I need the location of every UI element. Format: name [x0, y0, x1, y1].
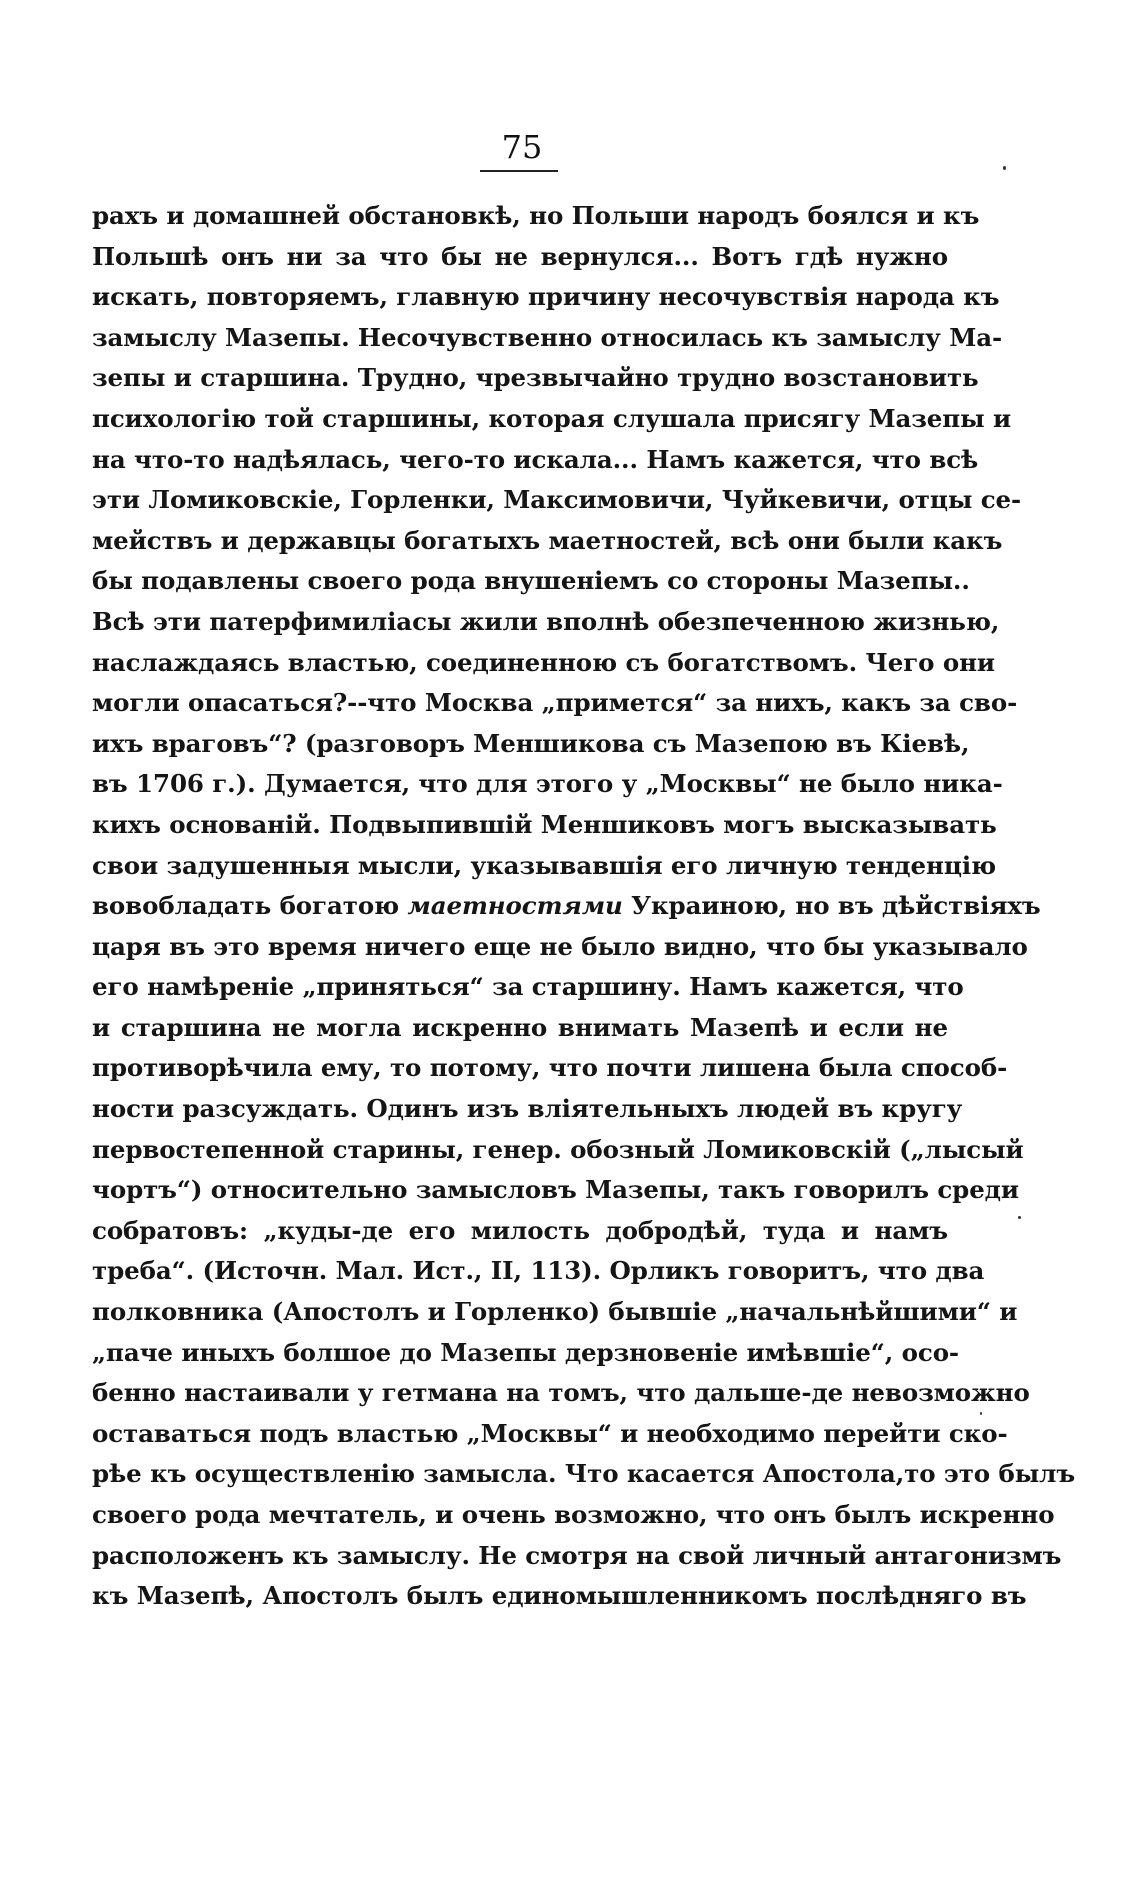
- scan-speck: [1003, 166, 1006, 170]
- text-line: противорѣчила ему, то потому, что почти лишена была способ-: [92, 1053, 1008, 1083]
- text-line: рахъ и домашней обстановкѣ, но Польши народъ боялся и къ: [92, 201, 980, 230]
- scan-speck: [980, 1412, 982, 1415]
- text-line: царя въ это время ничего еще не было видно, что бы указывало: [92, 931, 1028, 961]
- text-line: свои задушенныя мысли, указывавшія его личную тенденцію: [92, 850, 997, 880]
- text-line: кихъ основаній. Подвыпившій Меншиковъ могъ высказывать: [92, 809, 997, 839]
- text-line: могли опасаться?--что Москва „примется“ за нихъ, какъ за сво-: [92, 688, 1018, 718]
- text-line: Всѣ эти патерфимиліасы жили вполнѣ обезпеченною жизнью,: [92, 606, 1000, 636]
- text-line: въ 1706 г.). Думается, что для этого у „Москвы“ не было никa-: [92, 769, 1003, 799]
- text-line: его намѣреніе „приняться“ за старшину. Намъ кажется, что: [92, 972, 964, 1002]
- text-line: бы подавлены своего рода внушеніемъ со стороны Мазепы..: [92, 566, 970, 596]
- text-line: рѣе къ осуществленію замысла. Что касается Апостола,то это былъ: [92, 1459, 1076, 1489]
- text-line: мействъ и державцы богатыхъ маетностей, всѣ они были какъ: [92, 525, 1003, 555]
- text-line: чортъ“) относительно замысловъ Мазепы, такъ говорилъ среди: [92, 1175, 1019, 1205]
- text-line: замыслу Мазепы. Несочувственно относилась къ замыслу Ма-: [92, 322, 1003, 352]
- text-line: Польшѣ онъ ни за что бы не вернулся... Вотъ гдѣ нужно: [92, 241, 948, 271]
- text-line: собратовъ: „куды-де его милость добродѣй, туда и намъ: [92, 1215, 948, 1245]
- body-text: [92, 196, 1076, 1617]
- italic-phrase: маетностями: [407, 891, 623, 921]
- text-line: первостепенной старины, генер. обозный Ломиковскій („лысый: [92, 1134, 1024, 1164]
- text-line: полковника (Апостолъ и Горленко) бывшіе „начальнѣйшими“ и: [92, 1297, 1018, 1327]
- text-line-italic-word: вовобладать богатою маетностями Украиною, но въ дѣйствіяхъ: [92, 891, 1041, 921]
- text-line: треба“. (Источн. Мал. Ист., II, 113). Орликъ говоритъ, что два: [92, 1256, 985, 1286]
- text-line: ности разсуждать. Одинъ изъ вліятельныхъ людей въ кругу: [92, 1094, 963, 1124]
- text-line: психологію той старшины, которая слушала присягу Мазепы и: [92, 403, 1012, 433]
- scan-speck: [1018, 1216, 1021, 1219]
- text-line: на что-то надѣялась, чего-то искала... Намъ кажется, что всѣ: [92, 444, 979, 474]
- text-line: бенно настаивали у гетмана на томъ, что дальше-де невозможно: [92, 1378, 1030, 1408]
- text-line: искать, повторяемъ, главную причину несочувствія народа къ: [92, 282, 1000, 312]
- text-line: эти Ломиковскіе, Горленки, Максимовичи, Чуйкевичи, отцы се-: [92, 485, 1022, 515]
- text-line: наслаждаясь властью, соединенною съ богатствомъ. Чего они: [92, 647, 995, 677]
- text-line: своего рода мечтатель, и очень возможно, что онъ былъ искренно: [92, 1500, 1055, 1529]
- text-line: „паче иныхъ болшое до Мазепы дерзновеніе имѣвшіе“, осо-: [92, 1337, 960, 1367]
- text-line: зепы и старшина. Трудно, чрезвычайно трудно возстановить: [92, 363, 979, 393]
- text-line: къ Мазепѣ, Апостолъ былъ единомышленникомъ послѣдняго въ: [92, 1581, 1027, 1611]
- text-line: оставаться подъ властью „Москвы“ и необходимо перейти ско-: [92, 1418, 1008, 1448]
- text-line: расположенъ къ замыслу. Не смотря на свой личный антагонизмъ: [92, 1540, 1062, 1570]
- page-number-rule: [480, 170, 558, 172]
- text-line: и старшина не могла искренно внимать Мазепѣ и если не: [92, 1012, 948, 1042]
- text-line: ихъ враговъ“? (разговоръ Меншикова съ Мазепою въ Кіевѣ,: [92, 728, 970, 758]
- page-number: 75: [501, 128, 543, 166]
